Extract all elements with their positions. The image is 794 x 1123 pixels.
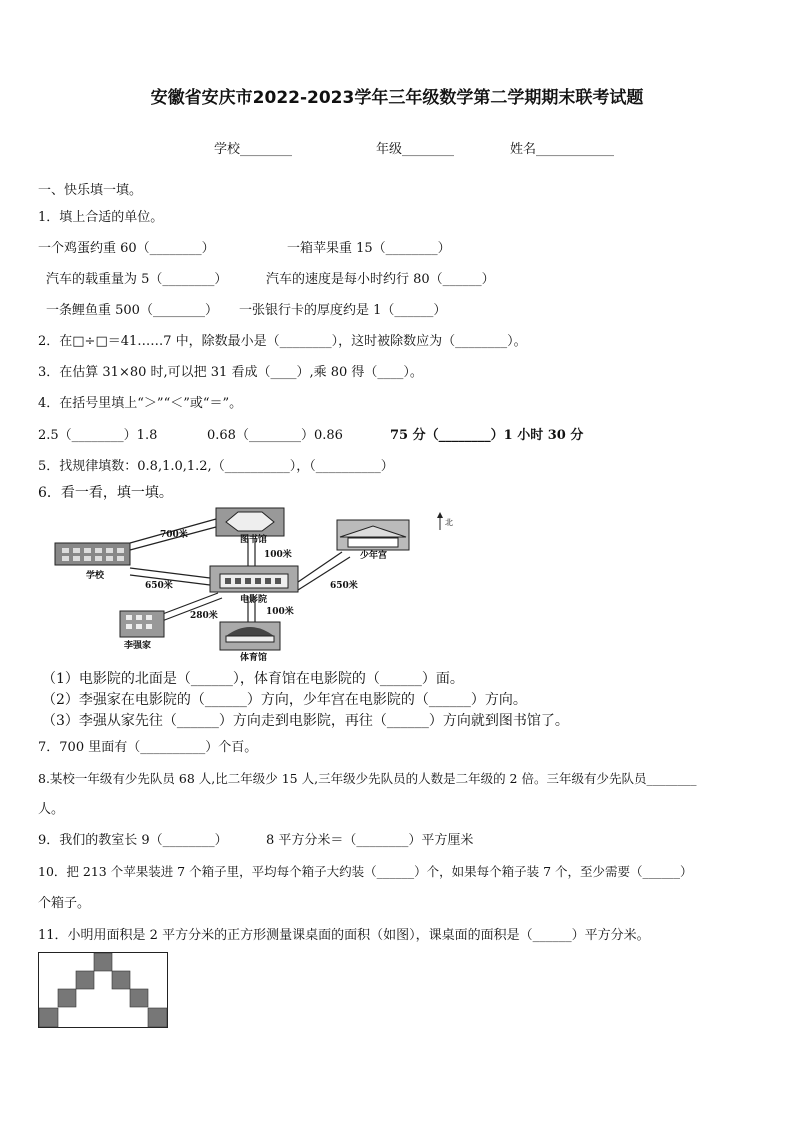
q6-stem: 6．看一看，填一填。 — [38, 485, 173, 501]
home-label: 李强家 — [124, 641, 152, 651]
q11: 11．小明用面积是 2 平方分米的正方形测量课桌面的面积（如图），课桌面的面积是（______）平方分米。 — [38, 928, 650, 943]
school-field: 学校________ — [214, 142, 293, 157]
cinema-label: 电影院 — [240, 595, 268, 605]
distance-cinema-gym: 100米 — [266, 607, 294, 617]
q6-sub2: （2）李强家在电影院的（______）方向，少年宫在电影院的（______）方向。 — [42, 692, 527, 708]
home-building — [120, 611, 164, 637]
youth-palace-label: 少年宫 — [360, 551, 388, 561]
q4-b: 0.68（________）0.86 — [207, 428, 343, 443]
name-field: 姓名____________ — [510, 142, 615, 157]
distance-school-library: 700米 — [160, 530, 188, 540]
q1-c: 汽车的载重量为 5（________） — [46, 272, 228, 287]
q4-a: 2.5（________）1.8 — [38, 428, 158, 443]
grade-field: 年级________ — [376, 142, 455, 157]
q10-line2: 个箱子。 — [38, 896, 91, 911]
gym-building — [220, 622, 280, 650]
q5: 5．找规律填数：0.8,1.0,1.2,（__________），（__________） — [38, 459, 394, 474]
distance-library-cinema: 100米 — [264, 550, 292, 560]
desk-figure — [38, 952, 170, 1030]
q1-a: 一个鸡蛋约重 60（________） — [38, 241, 215, 256]
distance-home-cinema: 280米 — [190, 611, 218, 621]
q9-b: 8 平方分米＝（________）平方厘米 — [266, 833, 474, 848]
q8-line1: 8.某校一年级有少先队员 68 人,比二年级少 15 人,三年级少先队员的人数是二年级的 2 倍。三年级有少先队员________ — [38, 771, 697, 786]
section-heading: 一、快乐填一填。 — [38, 183, 143, 198]
q1-e: 一条鲤鱼重 500（________） — [46, 303, 218, 318]
school-building — [55, 543, 130, 565]
distance-school-cinema: 650米 — [145, 581, 173, 591]
q3: 3．在估算 31×80 时,可以把 31 看成（____）,乘 80 得（____）。 — [38, 365, 423, 380]
north-label: 北 — [445, 518, 453, 527]
page-title: 安徽省安庆市2022-2023学年三年级数学第二学期期末联考试题 — [150, 88, 644, 108]
q1-b: 一箱苹果重 15（________） — [287, 241, 451, 256]
q6-sub1: （1）电影院的北面是（______），体育馆在电影院的（______）面。 — [42, 671, 464, 687]
q4-stem: 4．在括号里填上“＞”“＜”或“＝”。 — [38, 396, 243, 411]
q7: 7．700 里面有（__________）个百。 — [38, 740, 258, 755]
q9-a: 9．我们的教室长 9（________） — [38, 833, 228, 848]
q1-stem: 1．填上合适的单位。 — [38, 210, 164, 225]
q8-line2: 人。 — [38, 802, 65, 817]
q10-line1: 10．把 213 个苹果装进 7 个箱子里，平均每个箱子大约装（______）个，如果每个箱子装 7 个，至少需要（______） — [38, 864, 693, 879]
q2: 2．在□÷□＝41……7 中，除数最小是（________），这时被除数应为（________）。 — [38, 334, 527, 349]
youth-palace-building — [337, 520, 409, 550]
q1-d: 汽车的速度是每小时约行 80（______） — [266, 272, 495, 287]
gym-label: 体育馆 — [240, 653, 268, 663]
q6-sub3: （3）李强从家先往（______）方向走到电影院，再往（______）方向就到图书馆了。 — [42, 713, 569, 729]
distance-cinema-palace: 650米 — [330, 581, 358, 591]
school-label: 学校 — [86, 571, 105, 581]
q4-c: 75 分（________）1 小时 30 分 — [390, 428, 584, 443]
q1-f: 一张银行卡的厚度约是 1（______） — [239, 303, 447, 318]
library-label: 图书馆 — [240, 535, 268, 545]
cinema-building — [210, 566, 298, 592]
